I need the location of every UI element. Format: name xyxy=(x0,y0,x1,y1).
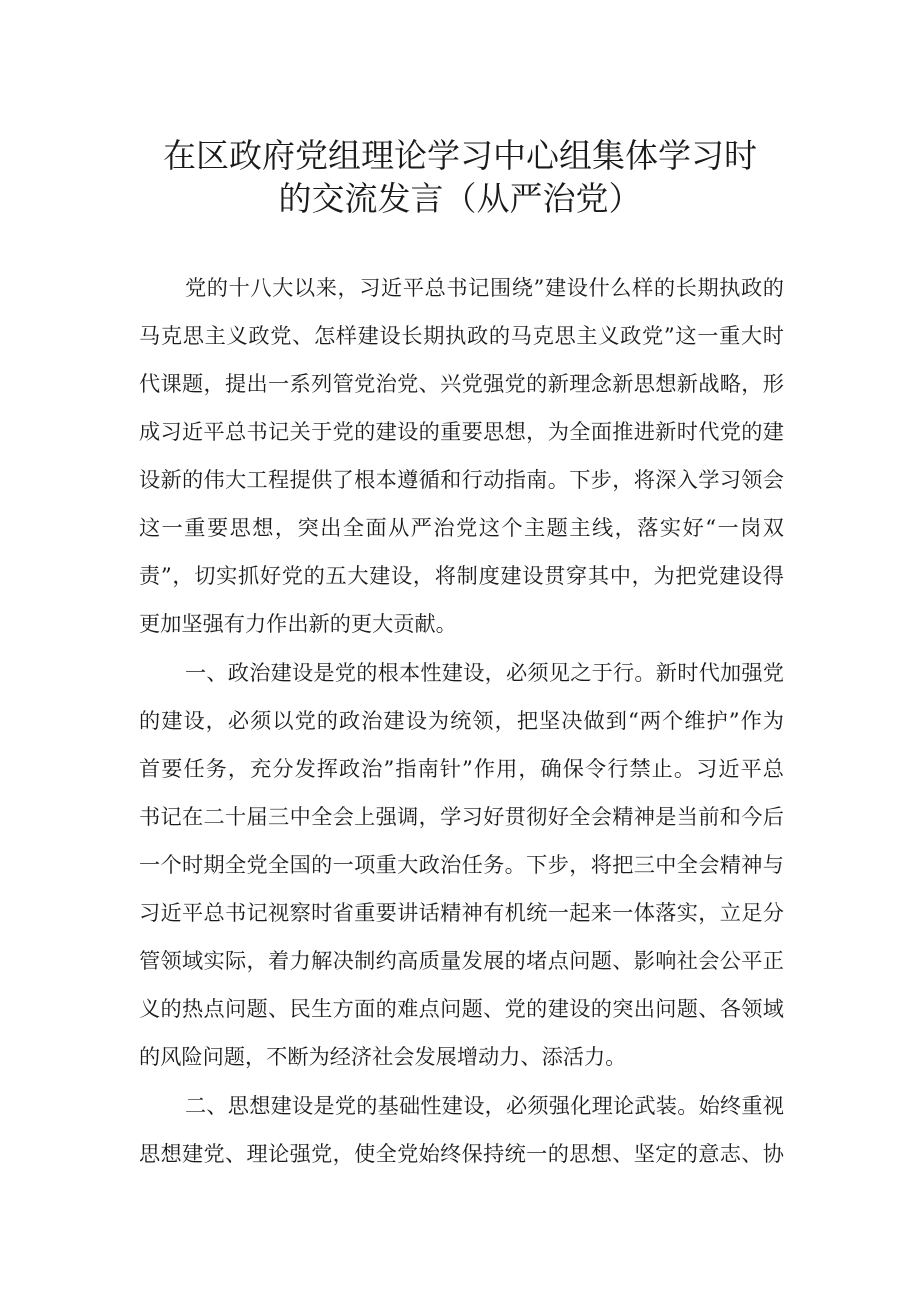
paragraph-3-line: 思想建党、理论强党，使全党始终保持统一的思想、坚定的意志、协 xyxy=(139,1141,784,1166)
paragraph-1-line: 更加坚强有力作出新的更大贡献。 xyxy=(139,611,457,636)
paragraph-2-line: 的风险问题，不断为经济社会发展增动力、添活力。 xyxy=(139,1044,627,1069)
paragraph-2-line: 首要任务，充分发挥政治”指南针”作用，确保令行禁止。习近平总 xyxy=(139,756,784,781)
paragraph-2-line: 管领域实际，着力解决制约高质量发展的堵点问题、影响社会公平正 xyxy=(139,948,784,973)
paragraph-1-line: 党的十八大以来，习近平总书记围绕”建设什么样的长期执政的 xyxy=(185,275,784,300)
paragraph-1-line: 这一重要思想，突出全面从严治党这个主题主线，落实好“一岗双 xyxy=(139,515,784,540)
paragraph-1-line: 责”，切实抓好党的五大建设，将制度建设贯穿其中，为把党建设得 xyxy=(139,563,784,588)
paragraph-2-line: 习近平总书记视察时省重要讲话精神有机统一起来一体落实，立足分 xyxy=(139,900,784,925)
document-title-line-2: 的交流发言（从严治党） xyxy=(278,179,642,218)
paragraph-1-line: 成习近平总书记关于党的建设的重要思想，为全面推进新时代党的建 xyxy=(139,419,784,444)
paragraph-2-line: 义的热点问题、民生方面的难点问题、党的建设的突出问题、各领域 xyxy=(139,996,784,1021)
paragraph-2-line: 的建设，必须以党的政治建设为统领，把坚决做到“两个维护”作为 xyxy=(139,708,784,733)
paragraph-1-line: 代课题，提出一系列管党治党、兴党强党的新理念新思想新战略，形 xyxy=(139,371,784,396)
paragraph-1-line: 设新的伟大工程提供了根本遵循和行动指南。下步，将深入学习领会 xyxy=(139,467,784,492)
document-title-line-1: 在区政府党组理论学习中心组集体学习时 xyxy=(163,136,757,175)
paragraph-1-line: 马克思主义政党、怎样建设长期执政的马克思主义政党”这一重大时 xyxy=(139,323,784,348)
paragraph-2-line: 一个时期全党全国的一项重大政治任务。下步，将把三中全会精神与 xyxy=(139,852,784,877)
paragraph-3-line: 二、思想建设是党的基础性建设，必须强化理论武装。始终重视 xyxy=(185,1093,784,1118)
paragraph-2-line: 一、政治建设是党的根本性建设，必须见之于行。新时代加强党 xyxy=(185,660,784,685)
paragraph-2-line: 书记在二十届三中全会上强调，学习好贯彻好全会精神是当前和今后 xyxy=(139,804,784,829)
